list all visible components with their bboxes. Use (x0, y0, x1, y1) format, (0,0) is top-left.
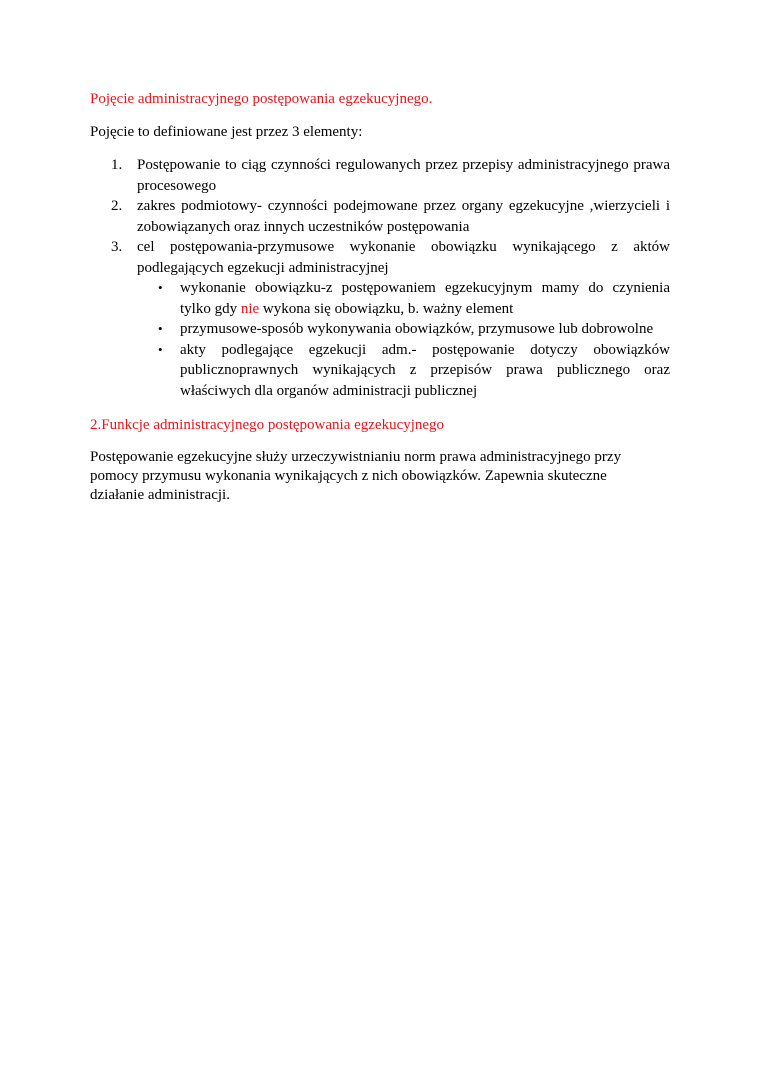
section-1-intro: Pojęcie to definiowane jest przez 3 elementy: (90, 124, 363, 140)
bullet-icon: • (158, 341, 163, 357)
list-item-text: zakres podmiotowy- czynności podejmowane przez organy egzekucyjne ,wierzycieli i zobowiązanych oraz innych uczestników postępowania (137, 198, 670, 235)
bullet-item-1 (158, 278, 670, 319)
bullet-icon: • (158, 321, 163, 336)
list-number: 3. (111, 239, 123, 255)
list-item-text: Postępowanie to ciąg czynności regulowanych przez przepisy administracyjnego prawa procesowego (137, 157, 670, 194)
bullet-item-3 (158, 340, 670, 402)
section-1-heading: Pojęcie administracyjnego postępowania egzekucyjnego. (90, 91, 433, 107)
paragraph-line: pomocy przymusu wykonania wynikających z nich obowiązków. Zapewnia skuteczne (90, 468, 607, 484)
list-number: 2. (111, 198, 123, 214)
bullet-text: przymusowe-sposób wykonywania obowiązków, przymusowe lub dobrowolne (180, 321, 654, 337)
paragraph-line: Postępowanie egzekucyjne służy urzeczywistnianiu norm prawa administracyjnego przy (90, 449, 622, 465)
list-item-text: cel postępowania-przymusowe wykonanie obowiązku wynikającego z aktów podlegających egzekucji administracyjnej (137, 239, 670, 276)
list-number: 1. (111, 157, 123, 173)
paragraph-line: działanie administracji. (90, 487, 230, 503)
bullet-icon: • (158, 280, 163, 295)
numbered-item-3 (90, 237, 670, 278)
bullet-item-2 (158, 319, 670, 340)
bullet-list (158, 278, 670, 401)
section-2-heading: 2.Funkcje administracyjnego postępowania egzekucyjnego (90, 417, 445, 433)
bullet-text: akty podlegające egzekucji adm.- postępowanie dotyczy obowiązków publicznoprawnych wynikających z przepisów prawa publicznego oraz właściwych dla organów administracji publicznej (180, 341, 670, 399)
bullet-text-after: wykona się obowiązku, b. ważny element (259, 300, 514, 317)
highlighted-word: nie (240, 300, 260, 317)
numbered-item-1 (90, 155, 670, 196)
numbered-list (90, 155, 670, 401)
bullet-text-before: wykonanie obowiązku-z postępowaniem egzekucyjnym mamy do czynienia tylko gdy (180, 280, 670, 317)
numbered-item-2 (90, 196, 670, 237)
section-2-paragraph (90, 448, 650, 505)
